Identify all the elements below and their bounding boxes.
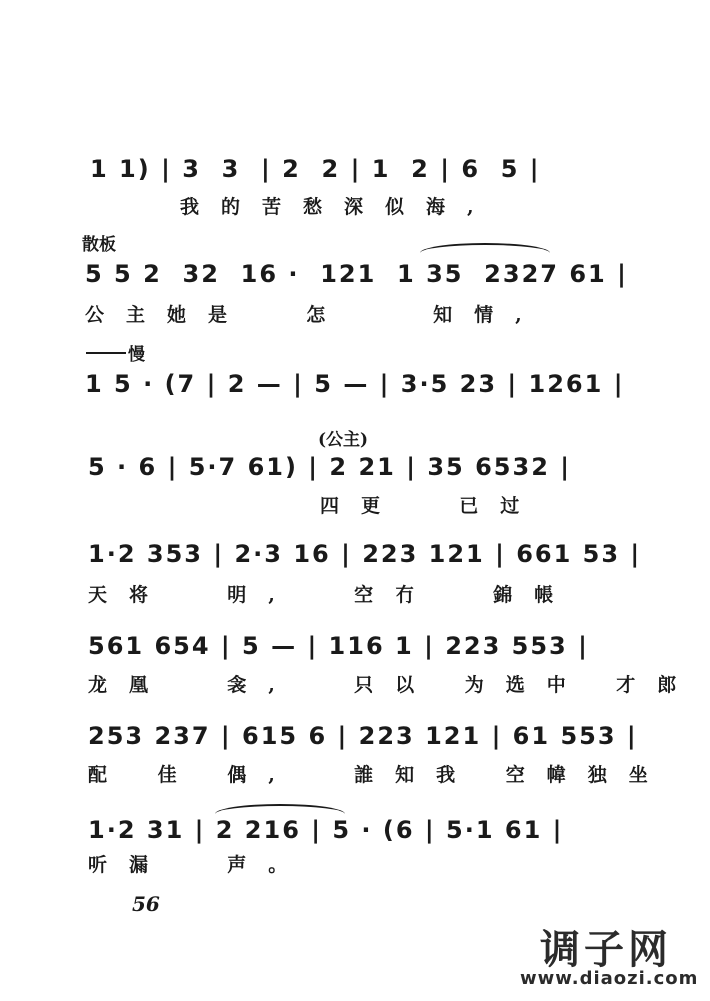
score-row-3 xyxy=(0,340,710,420)
score-row-4 xyxy=(0,425,710,520)
role-marker: (公主) xyxy=(318,430,369,450)
tempo-marker: 散板 xyxy=(82,235,116,255)
tempo-line xyxy=(86,352,126,354)
score-row-8 xyxy=(0,800,710,885)
notation-line: 253 237 | 615 6 | 223 121 | 61 553 | xyxy=(88,722,638,750)
lyric-line: 龙凰 衾, 只以 为选中 才郎 xyxy=(88,674,699,696)
notation-line: 5 · 6 | 5·7 61) | 2 21 | 35 6532 | xyxy=(88,453,572,481)
lyric-line: 四更 已过 xyxy=(320,495,542,517)
page-number: 56 xyxy=(132,892,160,916)
notation-line: 5 5 2 32 16 · 121 1 35 2327 61 | xyxy=(85,260,628,288)
tempo-marker: 慢 xyxy=(128,345,145,365)
notation-line: 561 654 | 5 — | 116 1 | 223 553 | xyxy=(88,632,589,660)
phrase-slur xyxy=(215,804,345,814)
watermark-logo: 调子网 xyxy=(540,927,672,973)
lyric-line: 我的苦愁深似海, xyxy=(180,196,496,218)
phrase-slur xyxy=(420,243,550,253)
notation-line: 1 1) | 3 3 | 2 2 | 1 2 | 6 5 | xyxy=(90,155,541,183)
score-row-7 xyxy=(0,712,710,797)
watermark-url: www.diaozi.com xyxy=(520,968,699,989)
lyric-line: 公主她是 怎 知情, xyxy=(85,304,544,326)
score-row-2 xyxy=(0,228,710,328)
notation-line: 1 5 · (7 | 2 — | 5 — | 3·5 23 | 1261 | xyxy=(85,370,625,398)
score-row-6 xyxy=(0,622,710,707)
lyric-line: 配 佳 偶, 誰知我 空幃独坐 xyxy=(88,764,670,786)
score-row-1 xyxy=(0,140,710,220)
lyric-line: 听漏 声。 xyxy=(88,854,310,876)
notation-line: 1·2 31 | 2 216 | 5 · (6 | 5·1 61 | xyxy=(88,816,564,844)
score-row-5 xyxy=(0,530,710,615)
lyric-line: 天将 明, 空冇 錦帳 xyxy=(88,584,576,606)
notation-line: 1·2 353 | 2·3 16 | 223 121 | 661 53 | xyxy=(88,540,642,568)
